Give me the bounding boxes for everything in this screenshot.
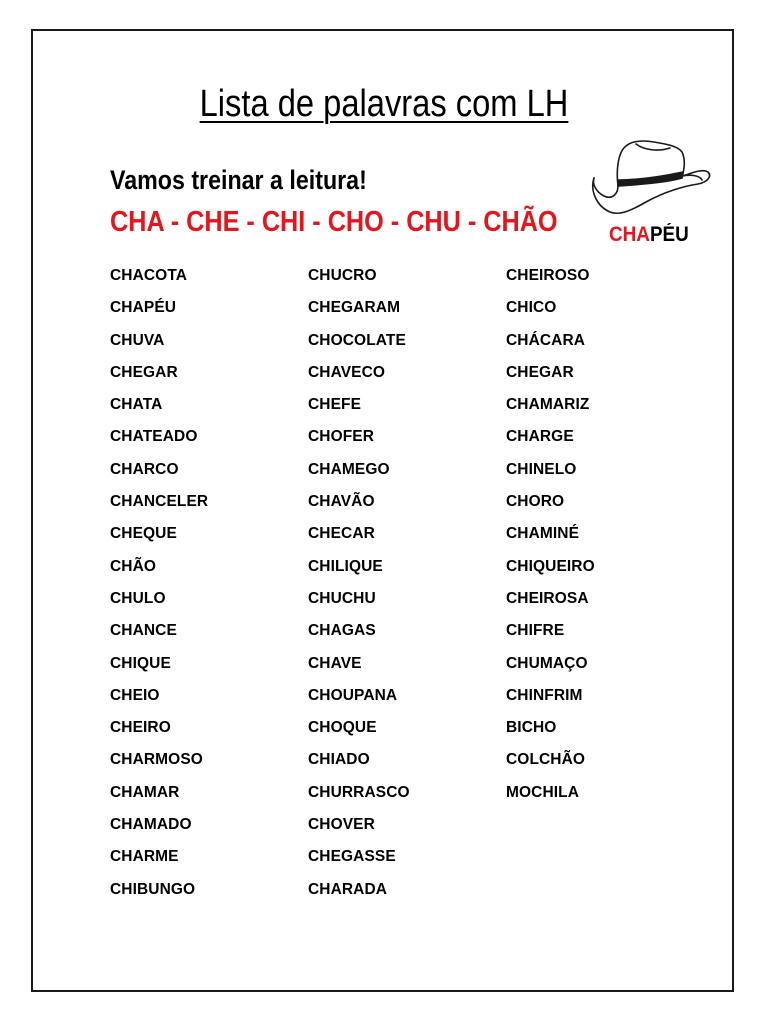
subtitle: Vamos treinar a leitura! — [110, 165, 367, 195]
word-item: CHEIROSA — [506, 589, 589, 607]
word-item: CHARADA — [308, 880, 388, 898]
word-item: CHULO — [110, 589, 166, 607]
word-item: COLCHÃO — [506, 751, 586, 769]
word-item: CHECAR — [308, 525, 375, 543]
word-item: CHEIRO — [110, 719, 171, 737]
word-item: CHOVER — [308, 816, 375, 834]
word-item: CHANCE — [110, 622, 177, 640]
word-item: MOCHILA — [506, 783, 580, 801]
cowboy-hat-icon — [588, 138, 714, 218]
word-item: CHOFER — [308, 428, 375, 446]
word-item: CHEIO — [110, 686, 160, 704]
word-item: CHEGAR — [506, 363, 574, 381]
word-item: CHORO — [506, 493, 565, 511]
word-item: CHUVA — [110, 331, 165, 349]
word-item: CHURRASCO — [308, 783, 410, 801]
word-item: CHAMADO — [110, 816, 192, 834]
word-item: CHIQUEIRO — [506, 557, 595, 575]
word-item: CHAVECO — [308, 363, 386, 381]
word-item: CHICO — [506, 299, 557, 317]
word-item: CHÃO — [110, 557, 157, 575]
word-item: CHEGARAM — [308, 299, 401, 317]
word-item: CHILIQUE — [308, 557, 383, 575]
word-item: CHOCOLATE — [308, 331, 406, 349]
word-item: CHAMAR — [110, 783, 180, 801]
word-column-2 — [308, 266, 410, 912]
word-item: CHANCELER — [110, 493, 209, 511]
word-item: CHAVÃO — [308, 493, 375, 511]
word-item: CHINELO — [506, 460, 577, 478]
word-item: CHUCHU — [308, 589, 376, 607]
word-item: CHACOTA — [110, 267, 188, 284]
word-item: CHARGE — [506, 428, 574, 446]
word-item: CHATEADO — [110, 428, 198, 446]
hat-caption-prefix: CHA — [609, 223, 650, 246]
word-item: CHAGAS — [308, 622, 376, 640]
word-item: CHEGAR — [110, 363, 178, 381]
word-item: CHINFRIM — [506, 686, 583, 704]
word-item: CHATA — [110, 396, 163, 414]
word-item: CHAMARIZ — [506, 396, 590, 414]
word-item: CHUMAÇO — [506, 654, 588, 672]
word-item: CHAPÉU — [110, 299, 177, 317]
page-title: Lista de palavras com LH — [199, 83, 569, 125]
word-item: CHAMINÉ — [506, 525, 580, 543]
word-item: CHIBUNGO — [110, 880, 196, 898]
word-item: CHIFRE — [506, 622, 565, 640]
word-item: CHARME — [110, 848, 179, 866]
word-item: CHEGASSE — [308, 848, 396, 866]
word-item: CHARMOSO — [110, 751, 203, 769]
hat-caption — [609, 223, 689, 247]
word-item: CHÁCARA — [506, 331, 586, 349]
word-item: CHIQUE — [110, 654, 171, 672]
word-item: CHAMEGO — [308, 460, 390, 478]
word-item: CHEFE — [308, 396, 362, 414]
syllables-line: CHA - CHE - CHI - CHO - CHU - CHÃO — [110, 206, 558, 238]
word-column-1 — [110, 266, 208, 912]
word-item: CHEIROSO — [506, 267, 590, 284]
word-item: CHOQUE — [308, 719, 377, 737]
word-item: CHIADO — [308, 751, 370, 769]
word-item: CHEQUE — [110, 525, 177, 543]
word-item: CHARCO — [110, 460, 179, 478]
word-column-3 — [506, 266, 595, 815]
word-item: CHOUPANA — [308, 686, 398, 704]
word-item: CHUCRO — [308, 267, 377, 284]
hat-caption-suffix: PÉU — [649, 223, 689, 246]
word-item: CHAVE — [308, 654, 362, 672]
word-item: BICHO — [506, 719, 557, 737]
